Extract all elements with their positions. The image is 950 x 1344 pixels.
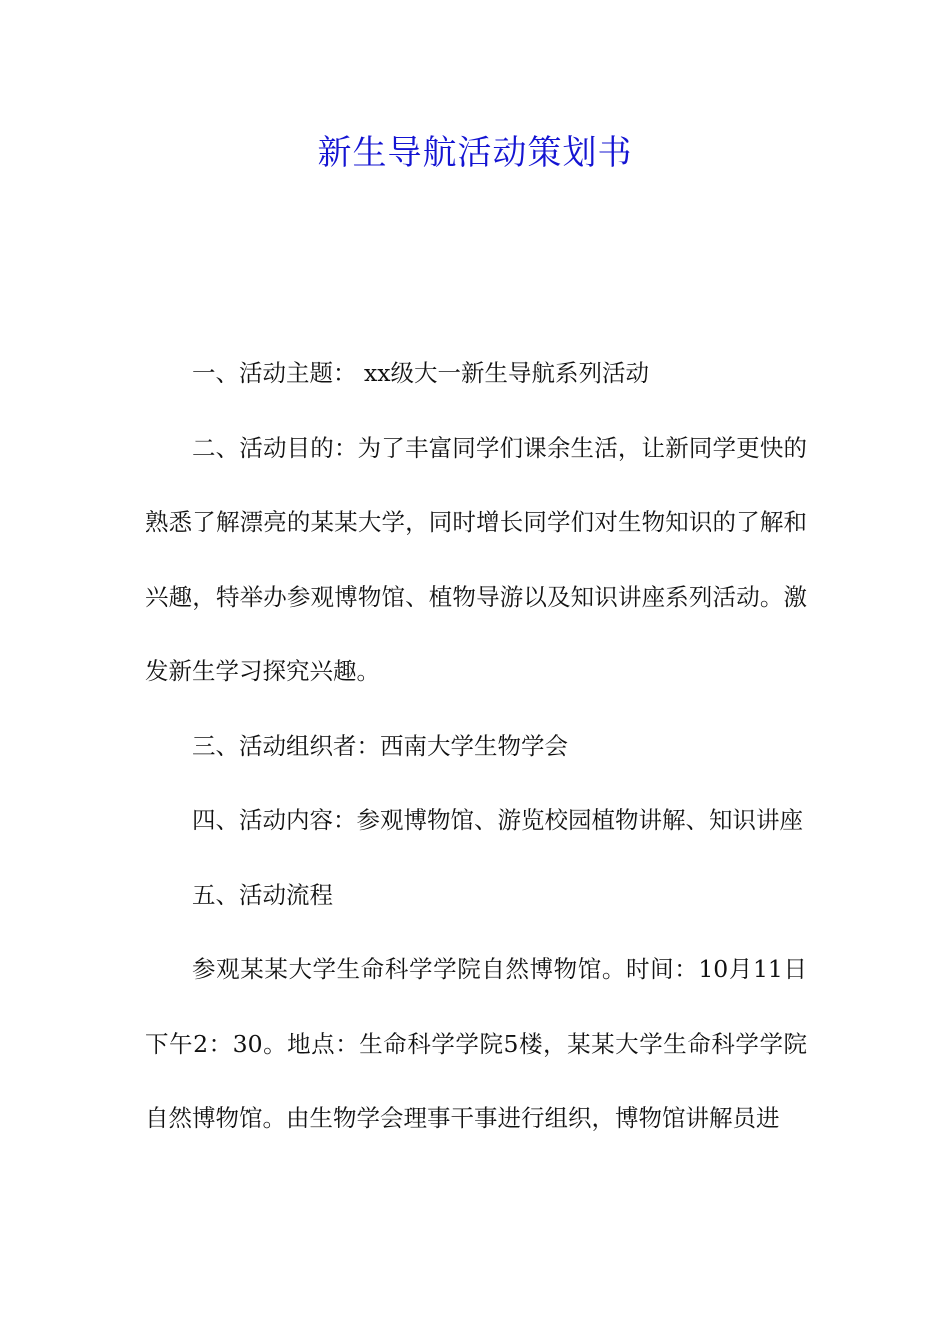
document-body [145,336,807,1156]
paragraph-activity-theme: 一、活动主题： xx级大一新生导航系列活动 [192,359,649,387]
paragraph-activity-process-heading: 五、活动流程 [192,880,333,909]
paragraph-activity-content: 四、活动内容：参观博物馆、游览校园植物讲解、知识讲座 [192,806,803,834]
paragraph-museum-visit: 参观某某大学生命科学学院自然博物馆。时间：10月11日下午2：30。地点：生命科学学院5楼，某某大学生命科学学院自然博物馆。由生物学会理事干事进行组织，博物馆讲解员进 [145,955,807,1132]
paragraph-activity-purpose: 二、活动目的：为了丰富同学们课余生活，让新同学更快的熟悉了解漂亮的某某大学，同时增长同学们对生物知识的了解和兴趣，特举办参观博物馆、植物导游以及知识讲座系列活动。激发新生学习探究兴趣。 [145,433,807,685]
document-title: 新生导航活动策划书 [317,133,633,173]
paragraph-activity-organizer: 三、活动组织者：西南大学生物学会 [192,731,568,760]
